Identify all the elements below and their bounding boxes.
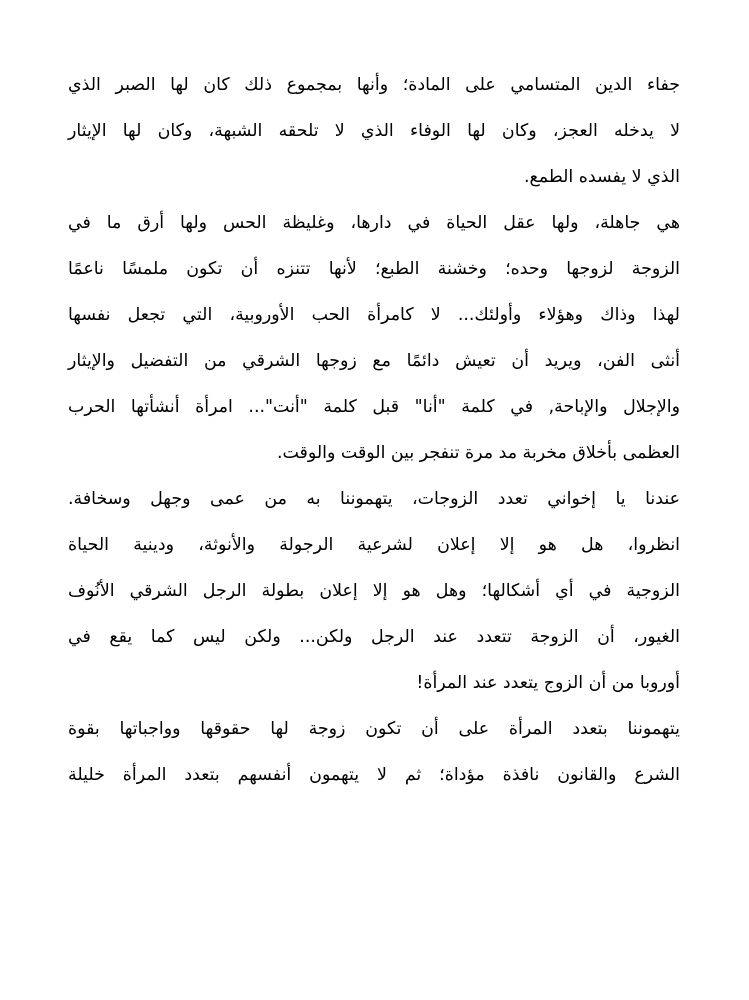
text-line: الغيور، أن الزوجة تتعدد عند الرجل ولكن... ولكن ليس كما يقع في bbox=[68, 627, 680, 647]
document-page bbox=[68, 62, 680, 798]
text-line: أنثى الفن، ويريد أن تعيش دائمًا مع زوجها الشرقي من التفضيل والإيثار bbox=[68, 351, 680, 371]
text-line: لا يدخله العجز، وكان لها الوفاء الذي لا تلحقه الشبهة، وكان لها الإيثار bbox=[68, 121, 680, 141]
text-line: هي جاهلة، ولها عقل الحياة في دارها، وغليظة الحس ولها أرق ما في bbox=[68, 213, 680, 233]
text-line: والإجلال والإباحة, في كلمة "أنا" قبل كلمة "أنت"... امرأة أنشأتها الحرب bbox=[68, 397, 680, 417]
text-line: الذي لا يفسده الطمع. bbox=[524, 167, 680, 187]
text-line: لهذا وذاك وهؤلاء وأولئك... لا كامرأة الحب الأوروبية، التي تجعل نفسها bbox=[68, 305, 680, 325]
text-line: أوروبا من أن الزوج يتعدد عند المرأة! bbox=[416, 673, 680, 693]
text-line: الزوجية في أي أشكالها؛ وهل هو إلا إعلان بطولة الرجل الشرقي الأنُوف bbox=[68, 581, 680, 601]
text-line: الزوجة لزوجها وحده؛ وخشنة الطبع؛ لأنها تتنزه أن تكون ملمسًا ناعمًا bbox=[68, 259, 680, 279]
text-line: يتهموننا بتعدد المرأة على أن تكون زوجة لها حقوقها وواجباتها بقوة bbox=[68, 719, 680, 739]
text-line: انظروا، هل هو إلا إعلان لشرعية الرجولة والأنوثة، ودينية الحياة bbox=[68, 535, 680, 555]
text-line: الشرع والقانون نافذة مؤداة؛ ثم لا يتهمون أنفسهم بتعدد المرأة خليلة bbox=[68, 765, 680, 785]
text-line: جفاء الدين المتسامي على المادة؛ وأنها بمجموع ذلك كان لها الصبر الذي bbox=[68, 75, 680, 95]
text-line: عندنا يا إخواني تعدد الزوجات، يتهموننا به من عمى وجهل وسخافة. bbox=[68, 489, 680, 509]
text-line: العظمى بأخلاق مخربة مد مرة تنفجر بين الوقت والوقت. bbox=[276, 443, 680, 463]
